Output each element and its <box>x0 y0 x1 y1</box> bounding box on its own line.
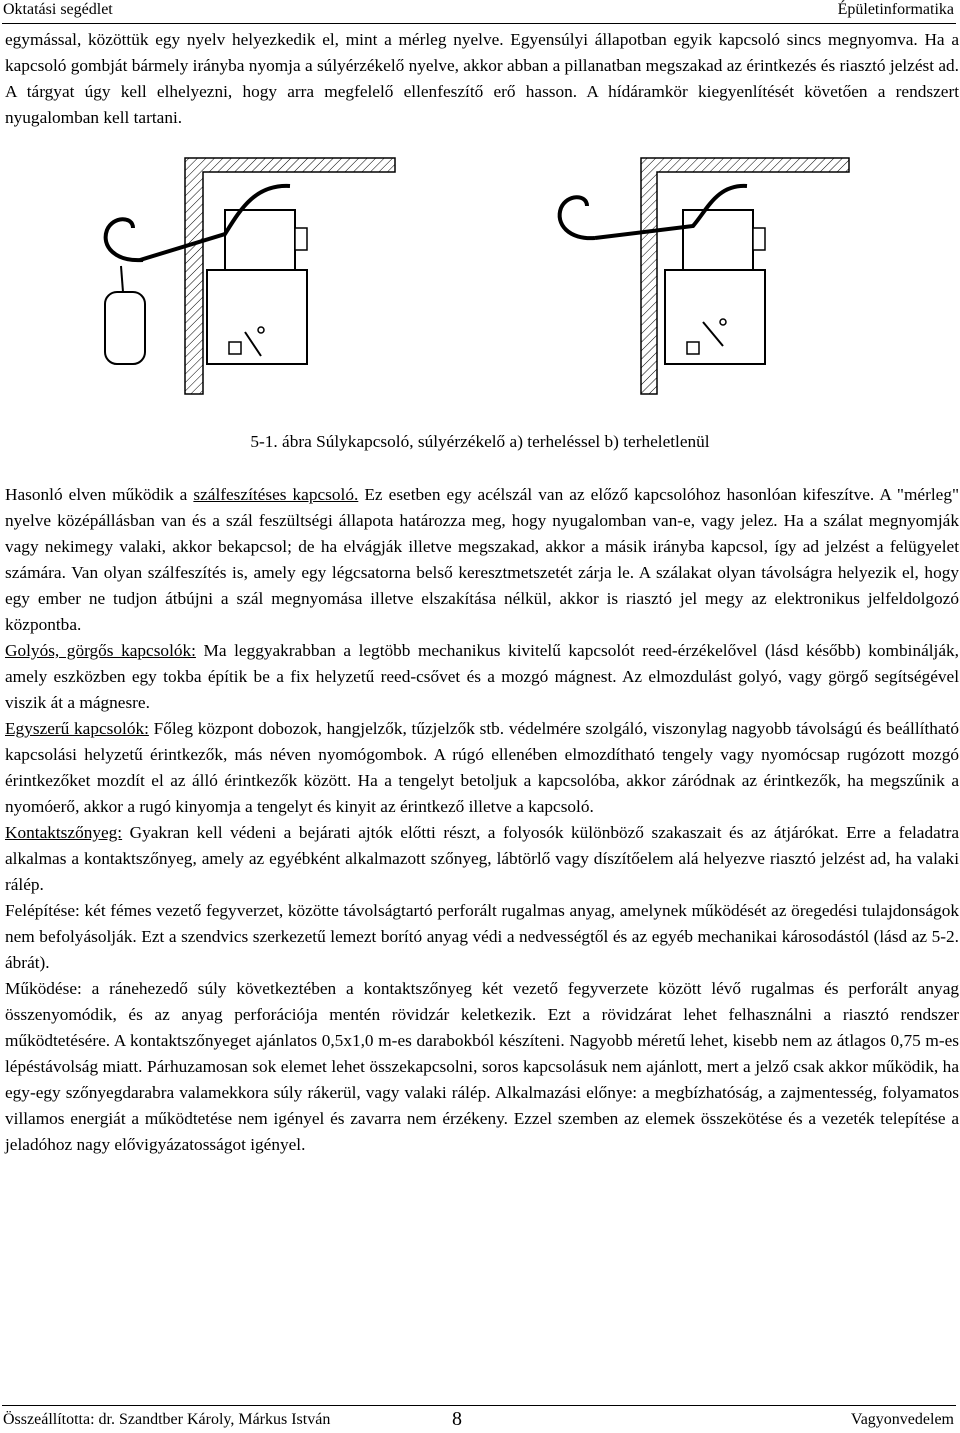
header-right: Épületinformatika <box>837 1 954 18</box>
contact-point-a <box>258 327 264 333</box>
paragraph-mukodese: Működése: a ránehezedő súly következtében a kontaktszőnyeg két vezető fegyverzete között lévő rugalmas és perforált anyag összenyomódik, és az anyag perforációja mentén rövidzár keletkezik. Ezt a rövidzárat lehet felhasználni a riasztó rendszer működtetésére. A kontaktszőnyeget ajánlatos 0,5x1,0 m-es darabokból készíteni. Nagyobb méretű lehet, kisebb nem az átlagos 0,75 m-es lépéstávolság miatt. Párhuzamosan sok elemet lehet összekapcsolni, soros kapcsolásuk nem ajánlott, mert a jelző csak akkor működik, ha egy-egy szőnyegdarabra valamekkora súly rákerül, vagy valaki rálép. Alkalmazási előnye: a megbízhatóság, a zajmentesség, folyamatos villamos energiát a működtetése nem igényel és zavarra nem érzékeny. Ezzel szemben az elemek összekötése és a vezeték telepítése a jeladóhoz nagy elővigyázatosságot igényel. <box>5 979 959 1154</box>
page-number: 8 <box>452 1408 462 1430</box>
paragraph-egyszeru <box>5 716 959 820</box>
header-rule <box>2 23 956 24</box>
terminal-b <box>687 342 699 354</box>
term-egyszeru: Egyszerű kapcsolók: <box>5 719 149 738</box>
body-text <box>5 482 959 1158</box>
terminal-a <box>229 342 241 354</box>
paragraph-text: Gyakran kell védeni a bejárati ajtók előtti részt, a folyosók különböző szakaszait és az átjárókat. Erre a feladatra alkalmas a kontaktszőnyeg, amely az egyébként alkalmazott szőnyeg, lábtörlő vagy díszítőelem alá helyezve riasztó jelzést ad, ha valaki rálép. <box>5 823 959 894</box>
intro-paragraph <box>5 27 959 131</box>
paragraph-text: Hasonló elven működik a <box>5 485 194 504</box>
page-footer <box>0 1405 960 1433</box>
paragraph-text: Ez esetben egy acélszál van az előző kapcsolóhoz hasonlóan kifeszítve. A "mérleg" nyelve középállásban van és a szál feszültségi állapota határozza meg, hogy nyugalomban van-e, vagy jelez. Ha a szálat megnyomják vagy nekimegy valaki, akkor bekapcsol; de ha elvágják illetve megszakad, akkor a másik irányba kapcsol, így ad jelzést a felügyelet számára. Van olyan szálfeszítés is, amely egy légcsatorna belső keresztmetszetét zárja le. A szálakat olyan távolságra helyezik el, hogy egy ember ne tudjon átbújni a szál megnyomása illetve elszakítása nélkül, akkor is riasztó jel megy az elektronikus jelfeldolgozó központba. <box>5 485 960 634</box>
hook-a <box>106 219 143 260</box>
paragraph-text: Ma leggyakrabban a legtöbb mechanikus kivitelű kapcsolót reed-érzékelővel (lásd később) kombinálják, amely eszközben egy tokba építik be a fix helyzetű reed-csővet és a mozgó mágnest. Az elmozdulást golyó, vagy görgő segítségével viszik át a mágnesre. <box>5 641 959 712</box>
page-header <box>0 0 960 24</box>
bolt-a <box>295 228 307 250</box>
figure-caption: 5-1. ábra Súlykapcsoló, súlyérzékelő a) terheléssel b) terheletlenül <box>250 432 710 451</box>
paragraph-text: Főleg központ dobozok, hangjelzők, tűzjelzők stb. védelmére szolgáló, viszonylag nagyobb távolságú és beállítható kapcsolási helyzetű érintkezők, más néven nyomógombok. A rúgó ellenében elmozdítható tengely vagy nyomócsap rugózott mozgó érintkezőket mozdít el az álló érintkezők között. Ha a tengelyt betoljuk a kapcsolóba, akkor záródnak az érintkezők, ha megszűnik a nyomóerő, akkor a rugó kinyomja a tengelyt és kinyit az érintkező illetve a kapcsoló. <box>5 719 959 816</box>
bolt-b <box>753 228 765 250</box>
footer-right: Vagyonvedelem <box>850 1411 954 1428</box>
footer-rule <box>2 1405 956 1406</box>
contact-point-b <box>720 319 726 325</box>
switch-housing-b <box>665 270 765 364</box>
header-left: Oktatási segédlet <box>3 1 113 18</box>
figure-a-loaded <box>105 158 395 394</box>
hook-b <box>560 197 595 238</box>
hanging-weight <box>105 292 145 364</box>
intro-text: egymással, közöttük egy nyelv helyezkedik el, mint a mérleg nyelve. Egyensúlyi állapotban egyik kapcsoló sincs megnyomva. Ha a kapcsoló gombját bármely irányba nyomja a súlyérzékelő nyelve, akkor abban a pillanatban megszakad az érintkezés és riasztó jelzést ad. A tárgyat úgy kell elhelyezni, hogy arra megfelelő ellenfeszítő erő hasson. A hídáramkör kiegyenlítését követően a rendszert nyugalomban kell tartani. <box>5 30 959 127</box>
switch-body-b <box>683 210 753 270</box>
paragraph-golyos <box>5 638 959 716</box>
footer-authors: Összeállította: dr. Szandtber Károly, Márkus István <box>3 1411 331 1428</box>
term-kontaktszonyeg: Kontaktszőnyeg: <box>5 823 123 842</box>
paragraph-szalfeszites <box>5 482 959 638</box>
weight-string <box>121 266 123 292</box>
term-szalfeszites: szálfeszítéses kapcsoló. <box>193 485 359 504</box>
figure-b-unloaded <box>560 158 849 394</box>
paragraph-felepitese: Felépítése: két fémes vezető fegyverzet, közötte távolságtartó perforált rugalmas anyag, amelynek működését az öregedési tulajdonságok nem befolyásolják. Ezt a szendvics szerkezetű lemezt borító anyag védi a nedvességtől és az egyéb mechanikai károsodástól (lásd az 5-2. ábrát). <box>5 901 959 972</box>
paragraph-kontaktszonyeg <box>5 820 959 898</box>
term-golyos: Golyós, görgős kapcsolók: <box>5 641 196 660</box>
figure-weight-switch <box>95 150 865 422</box>
